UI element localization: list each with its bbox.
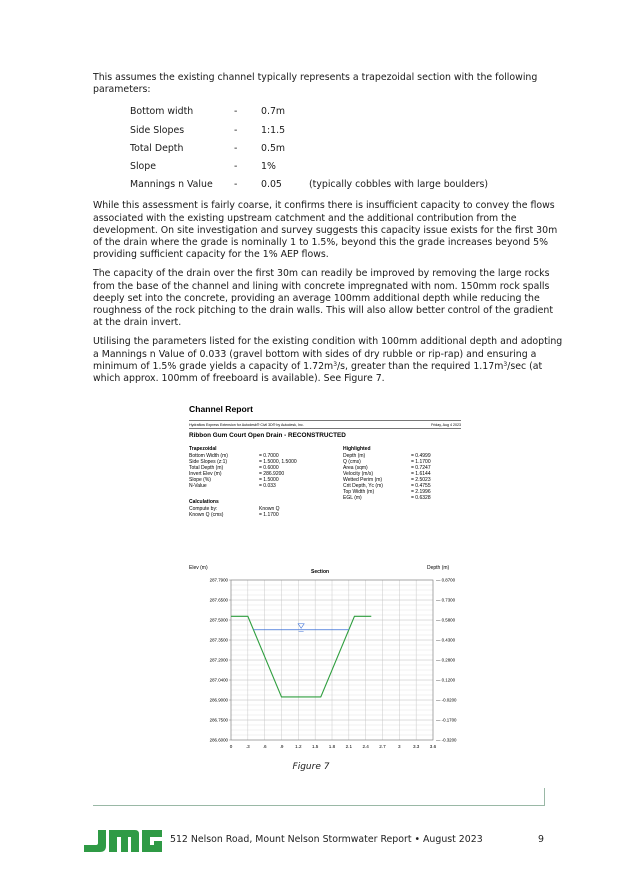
logo-letter-m bbox=[109, 830, 139, 852]
parameter-table bbox=[130, 103, 488, 194]
calculations-heading: Calculations bbox=[189, 499, 219, 505]
y-tick-label-right: — -0.0200 bbox=[436, 697, 457, 703]
result-label: Crit Depth, Yc (m) bbox=[343, 483, 383, 489]
y-tick-label-right: — 0.5800 bbox=[436, 617, 456, 623]
param-dash: - bbox=[234, 179, 238, 191]
report-project: Ribbon Gum Court Open Drain - RECONSTRUCTED bbox=[189, 432, 346, 439]
param-value: 0.7m bbox=[261, 106, 286, 118]
y-axis-right-label: Depth (m) bbox=[427, 565, 450, 571]
y-tick-label-left: 286.7500 bbox=[209, 717, 228, 723]
result-value: = 0.7247 bbox=[411, 465, 431, 471]
x-tick-label: 1.2 bbox=[295, 744, 302, 749]
param-name: Bottom width bbox=[130, 106, 194, 118]
superscript: 3 bbox=[333, 360, 338, 368]
y-tick-label-right: — 0.8700 bbox=[436, 577, 456, 583]
y-tick-label-right: — 0.7300 bbox=[436, 597, 456, 603]
y-tick-label-left: 287.6500 bbox=[209, 597, 228, 603]
param-row bbox=[130, 122, 488, 140]
param-dash: - bbox=[234, 106, 238, 118]
y-tick-label-right: — 0.1200 bbox=[436, 677, 456, 683]
result-value: = 1.1700 bbox=[411, 459, 431, 465]
y-tick-label-left: 287.0400 bbox=[209, 677, 228, 683]
result-label: Area (sqm) bbox=[343, 465, 368, 471]
result-value: = 2.1996 bbox=[411, 489, 431, 495]
param-value: = 286.9200 bbox=[259, 471, 285, 477]
param-label: Slope (%) bbox=[189, 477, 211, 483]
x-tick-label: 1.8 bbox=[328, 744, 336, 749]
param-note bbox=[309, 140, 488, 158]
x-tick-label: 3.6 bbox=[429, 744, 437, 749]
param-note bbox=[309, 158, 488, 176]
result-label: Q (cms) bbox=[343, 459, 361, 465]
improvement-paragraph: The capacity of the drain over the first 30m can readily be improved by removing the large rocks from the base of the channel and lining with concrete impregnated with nom. 150mm rock spalls deeply set into the concrete, providing an average 100mm additional depth while reducing the roughness of the rock pitching to the drain walls. This will also allow better control of the gradient at the drain invert. bbox=[93, 268, 554, 329]
report-title: Channel Report bbox=[189, 404, 253, 414]
param-row bbox=[130, 140, 488, 158]
param-dash: - bbox=[234, 160, 238, 172]
report-date: Friday, Aug 4 2023 bbox=[431, 423, 461, 427]
param-value: = 1.5000, 1.5000 bbox=[259, 459, 297, 465]
x-tick-label: 3.3 bbox=[412, 744, 420, 749]
section-chart bbox=[187, 550, 463, 750]
x-tick-label: 2.7 bbox=[379, 744, 386, 749]
result-label: Depth (m) bbox=[343, 453, 366, 459]
report-software: Hydraflow Express Extension for Autodesk® Civil 3D® by Autodesk, Inc. bbox=[189, 423, 304, 427]
param-label: N-Value bbox=[189, 483, 207, 489]
x-tick-label: 2.1 bbox=[345, 744, 353, 749]
param-row bbox=[130, 103, 488, 121]
result-value: = 0.4755 bbox=[411, 483, 431, 489]
footer-title: 512 Nelson Road, Mount Nelson Stormwater Report • August 2023 bbox=[170, 834, 483, 845]
jmg-logo bbox=[82, 828, 164, 854]
param-value: 0.05 bbox=[261, 179, 282, 191]
y-tick-label-left: 287.7900 bbox=[209, 577, 228, 583]
result-label: Wetted Perim (m) bbox=[343, 477, 383, 483]
result-row bbox=[343, 495, 461, 501]
page-number: 9 bbox=[538, 834, 544, 845]
calc-label: Known Q (cms) bbox=[189, 512, 224, 518]
param-value: 1% bbox=[261, 160, 276, 172]
footer-divider bbox=[93, 805, 545, 806]
y-tick-label-left: 287.2000 bbox=[209, 657, 228, 663]
capacity-text-2: /s, greater than the required 1.17m bbox=[337, 360, 504, 372]
x-tick-label: .6 bbox=[262, 744, 267, 749]
logo-letter-j bbox=[84, 830, 106, 852]
superscript: 3 bbox=[503, 360, 508, 368]
assessment-paragraph: While this assessment is fairly coarse, it confirms there is insufficient capacity to convey the flows associated with the existing upstream catchment and the additional contribution from the development. On site investigation and survey suggests this capacity issue exists for the first 30m of the drain where the grade is nominally 1 to 1.5%, beyond this the grade increases beyond 5% providing sufficient capacity for the 1% AEP flows. bbox=[93, 200, 558, 261]
param-value: 1:1.5 bbox=[261, 124, 286, 136]
logo-letter-g bbox=[142, 830, 162, 852]
param-value: = 0.033 bbox=[259, 483, 276, 489]
result-value: = 0.4999 bbox=[411, 453, 431, 459]
param-dash: - bbox=[234, 142, 238, 154]
param-name: Total Depth bbox=[130, 142, 184, 154]
param-name: Side Slopes bbox=[130, 124, 185, 136]
calc-value: Known Q bbox=[259, 506, 280, 512]
channel-report-figure bbox=[187, 400, 463, 752]
param-note bbox=[309, 103, 488, 121]
y-tick-label-right: — -0.3200 bbox=[436, 737, 457, 743]
param-label: Total Depth (m) bbox=[189, 465, 224, 471]
param-dash: - bbox=[234, 124, 238, 136]
result-value: = 1.6144 bbox=[411, 471, 431, 477]
y-tick-label-right: — -0.1700 bbox=[436, 717, 457, 723]
x-tick-label: 3 bbox=[398, 744, 401, 749]
calc-label: Compute by: bbox=[189, 506, 218, 512]
param-label: Side Slopes (z:1) bbox=[189, 459, 228, 465]
x-tick-label: 2.4 bbox=[362, 744, 369, 749]
param-note bbox=[309, 122, 488, 140]
chart-title: Section bbox=[311, 569, 330, 575]
param-note: (typically cobbles with large boulders) bbox=[309, 179, 489, 191]
param-label: Invert Elev (m) bbox=[189, 471, 222, 477]
calc-row bbox=[189, 512, 309, 518]
x-tick-label: .9 bbox=[279, 744, 284, 749]
report-divider bbox=[189, 428, 461, 429]
report-divider bbox=[189, 420, 461, 421]
param-row bbox=[189, 483, 309, 489]
trapezoidal-heading: Trapezoidal bbox=[189, 446, 217, 452]
report-body bbox=[93, 72, 563, 392]
intro-paragraph: This assumes the existing channel typically represents a trapezoidal section with the following parameters: bbox=[93, 72, 538, 96]
param-label: Bottom Width (m) bbox=[189, 453, 228, 459]
y-tick-label-right: — 0.2800 bbox=[436, 657, 456, 663]
result-label: Top Width (m) bbox=[343, 489, 375, 495]
result-label: EGL (m) bbox=[343, 495, 362, 501]
y-tick-label-left: 287.5000 bbox=[209, 617, 228, 623]
param-value: 0.5m bbox=[261, 142, 286, 154]
y-axis-left-label: Elev (m) bbox=[189, 565, 208, 571]
x-tick-label: 0 bbox=[229, 744, 233, 749]
param-value: = 0.7000 bbox=[259, 453, 279, 459]
y-tick-label-left: 286.9000 bbox=[209, 697, 228, 703]
param-name: Mannings n Value bbox=[130, 179, 213, 191]
y-tick-label-left: 287.3500 bbox=[209, 637, 228, 643]
water-level-marker bbox=[298, 624, 304, 629]
result-value: = 2.5023 bbox=[411, 477, 431, 483]
param-value: = 0.6000 bbox=[259, 465, 279, 471]
param-value: = 1.5000 bbox=[259, 477, 279, 483]
param-row bbox=[130, 158, 488, 176]
logo-mark bbox=[84, 830, 162, 852]
y-tick-label-right: — 0.4300 bbox=[436, 637, 456, 643]
result-label: Velocity (m/s) bbox=[343, 471, 374, 477]
param-name: Slope bbox=[130, 160, 157, 172]
calc-value: = 1.1700 bbox=[259, 512, 279, 518]
capacity-text-1: Utilising the parameters listed for the existing condition with 100mm additional depth and adopting a Mannings n Value of 0.033 (gravel bottom with sides of dry rubble or rip-rap) and ensuring a minimum of 1.5% grade yields a capacity of 1.72m bbox=[93, 336, 563, 372]
capacity-paragraph bbox=[93, 336, 563, 385]
capacity-text-3: /sec (at which approx. 100mm of freeboard is available). See Figure 7. bbox=[93, 360, 543, 384]
x-tick-label: .3 bbox=[245, 744, 250, 749]
footer-divider-vertical bbox=[544, 788, 545, 806]
x-tick-label: 1.5 bbox=[311, 744, 319, 749]
param-row bbox=[130, 176, 488, 194]
figure-caption: Figure 7 bbox=[292, 762, 330, 772]
highlighted-heading: Highlighted bbox=[343, 446, 371, 452]
result-value: = 0.6328 bbox=[411, 495, 431, 501]
y-tick-label-left: 286.6000 bbox=[209, 737, 228, 743]
